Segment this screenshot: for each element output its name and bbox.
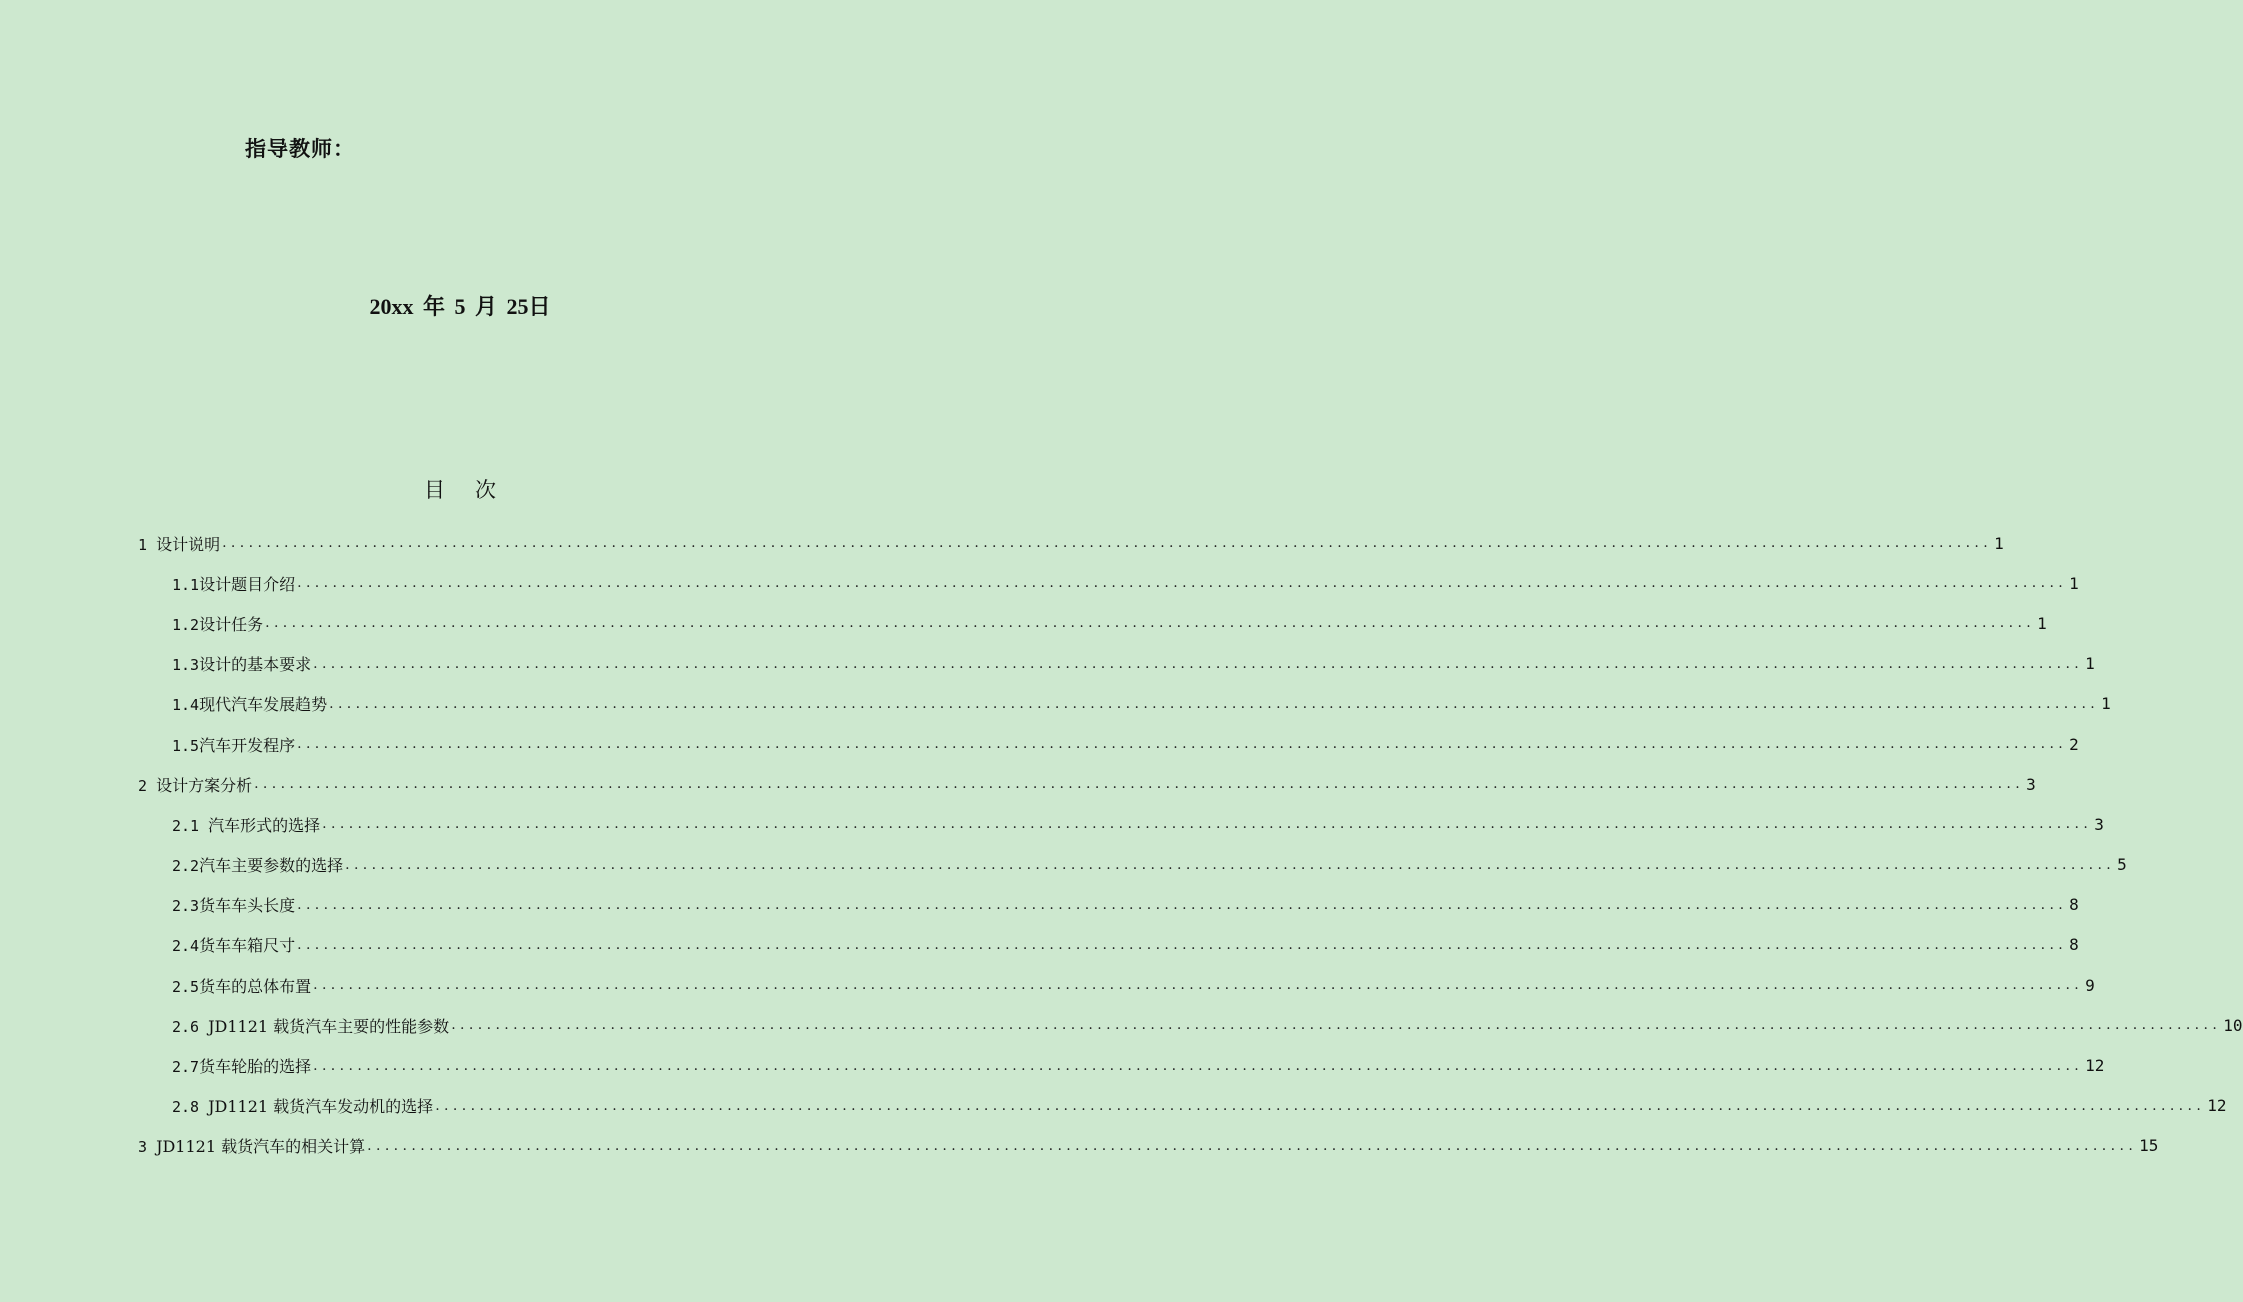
toc-entry-page: 5 (2117, 855, 2127, 875)
toc-entry-number: 1.1 (172, 575, 200, 594)
toc-entry-title: 设计题目介绍 (199, 574, 296, 594)
toc-leader-dots: ........................................................................................................................................................................................................ (451, 1017, 2222, 1034)
toc-entry[interactable] (138, 644, 2095, 684)
toc-entry[interactable] (138, 885, 2079, 925)
toc-entry[interactable] (138, 965, 2095, 1005)
toc-leader-dots: ........................................................................................................................................................................................................ (313, 977, 2084, 994)
toc-entry-number: 2.7 (172, 1058, 200, 1077)
toc-leader-dots: ........................................................................................................................................................................................................ (265, 615, 2036, 632)
toc-entry-number: 1.3 (172, 656, 200, 675)
toc-entry-page: 3 (2026, 774, 2036, 794)
toc-entry[interactable] (138, 1045, 2105, 1085)
toc-leader-dots: ........................................................................................................................................................................................................ (313, 1057, 2084, 1074)
toc-entry-number: 2 (138, 776, 157, 795)
toc-leader-dots: ........................................................................................................................................................................................................ (222, 535, 1993, 552)
toc-entry-page: 15 (2139, 1136, 2159, 1156)
toc-entry-title: 设计方案分析 (156, 775, 253, 795)
toc-entry[interactable] (138, 925, 2079, 965)
toc-entry-label (172, 893, 297, 916)
toc-entry-label (172, 733, 297, 756)
toc-entry[interactable] (138, 764, 2036, 804)
toc-entry-label (172, 1054, 313, 1077)
toc-entry-title: 货车轮胎的选择 (199, 1057, 312, 1077)
toc-entry[interactable] (138, 1126, 2159, 1166)
report-date: 20xx 年 5 月 25日 (369, 294, 551, 319)
advisor-label: 指导教师： (245, 137, 355, 161)
toc-entry-number: 2.4 (172, 937, 200, 956)
toc-entry-number: 2.3 (172, 897, 200, 916)
toc-entry-page: 1 (2085, 654, 2095, 674)
toc-entry[interactable] (138, 563, 2079, 603)
toc-entry[interactable] (138, 684, 2111, 724)
toc-leader-dots: ........................................................................................................................................................................................................ (435, 1097, 2206, 1114)
toc-entry-number: 1.2 (172, 615, 200, 634)
toc-entry-label (138, 1134, 367, 1157)
toc-entry[interactable] (138, 1086, 2227, 1126)
toc-entry-number: 3 (138, 1138, 157, 1157)
toc-leader-dots: ........................................................................................................................................................................................................ (297, 736, 2068, 753)
toc-entry-title: 设计任务 (199, 614, 264, 634)
toc-entry-label (172, 652, 313, 675)
toc-leader-dots: ........................................................................................................................................................................................................ (322, 816, 2093, 833)
toc-entry-title: 货车车箱尺寸 (199, 936, 296, 956)
toc-entry-number: 1.4 (172, 696, 200, 715)
toc-entry[interactable] (138, 845, 2127, 885)
toc-entry-label (172, 692, 329, 715)
toc-leader-dots: ........................................................................................................................................................................................................ (345, 856, 2116, 873)
toc-entry-number: 2.5 (172, 977, 200, 996)
toc-entry-page: 8 (2069, 935, 2079, 955)
toc-entry-label (172, 853, 345, 876)
toc-leader-dots: ........................................................................................................................................................................................................ (297, 896, 2068, 913)
table-of-contents (138, 523, 2243, 1166)
toc-entry-number: 2.8 (172, 1098, 209, 1117)
toc-leader-dots: ........................................................................................................................................................................................................ (313, 655, 2084, 672)
toc-leader-dots: ........................................................................................................................................................................................................ (367, 1137, 2138, 1154)
toc-entry-page: 9 (2085, 975, 2095, 995)
toc-entry-label (138, 532, 222, 555)
toc-entry-page: 2 (2069, 734, 2079, 754)
toc-entry-label (138, 773, 254, 796)
toc-entry-title: JD1121 载货汽车主要的性能参数 (208, 1016, 450, 1036)
toc-entry-number: 2.6 (172, 1017, 209, 1036)
toc-entry[interactable] (138, 603, 2047, 643)
toc-leader-dots: ........................................................................................................................................................................................................ (329, 695, 2100, 712)
toc-entry-label (172, 1014, 451, 1037)
toc-leader-dots: ........................................................................................................................................................................................................ (297, 936, 2068, 953)
toc-entry-label (172, 813, 322, 836)
toc-entry-title: 汽车开发程序 (199, 735, 296, 755)
toc-entry-label (172, 1094, 435, 1117)
toc-leader-dots: ........................................................................................................................................................................................................ (254, 776, 2025, 793)
toc-title: 目次 (424, 478, 526, 502)
toc-entry-page: 8 (2069, 895, 2079, 915)
toc-entry-title: 现代汽车发展趋势 (199, 695, 328, 715)
toc-entry-number: 2.1 (172, 816, 209, 835)
toc-entry[interactable] (138, 724, 2079, 764)
toc-entry-title: 货车的总体布置 (199, 976, 312, 996)
toc-entry-title: 货车车头长度 (199, 896, 296, 916)
toc-entry-page: 10 (2223, 1015, 2243, 1035)
toc-entry-title: 设计的基本要求 (199, 655, 312, 675)
toc-entry-label (172, 572, 297, 595)
toc-entry-title: JD1121 载货汽车发动机的选择 (208, 1097, 434, 1117)
toc-entry-page: 1 (2069, 573, 2079, 593)
toc-entry-page: 1 (2037, 613, 2047, 633)
toc-entry-label (172, 612, 265, 635)
toc-entry[interactable] (138, 523, 2004, 563)
toc-entry[interactable] (138, 1005, 2243, 1045)
toc-entry-label (172, 933, 297, 956)
toc-entry-title: JD1121 载货汽车的相关计算 (156, 1137, 366, 1157)
toc-entry-title: 汽车主要参数的选择 (199, 856, 344, 876)
toc-entry-title: 设计说明 (156, 534, 221, 554)
toc-entry-number: 2.2 (172, 857, 200, 876)
toc-entry-page: 1 (2101, 694, 2111, 714)
toc-entry[interactable] (138, 804, 2104, 844)
toc-entry-number: 1.5 (172, 736, 200, 755)
toc-entry-title: 汽车形式的选择 (208, 815, 321, 835)
toc-leader-dots: ........................................................................................................................................................................................................ (297, 575, 2068, 592)
toc-entry-label (172, 974, 313, 997)
toc-entry-page: 12 (2085, 1056, 2105, 1076)
toc-entry-page: 1 (1994, 533, 2004, 553)
toc-entry-number: 1 (138, 535, 157, 554)
toc-entry-page: 12 (2207, 1096, 2227, 1116)
toc-entry-page: 3 (2094, 814, 2104, 834)
